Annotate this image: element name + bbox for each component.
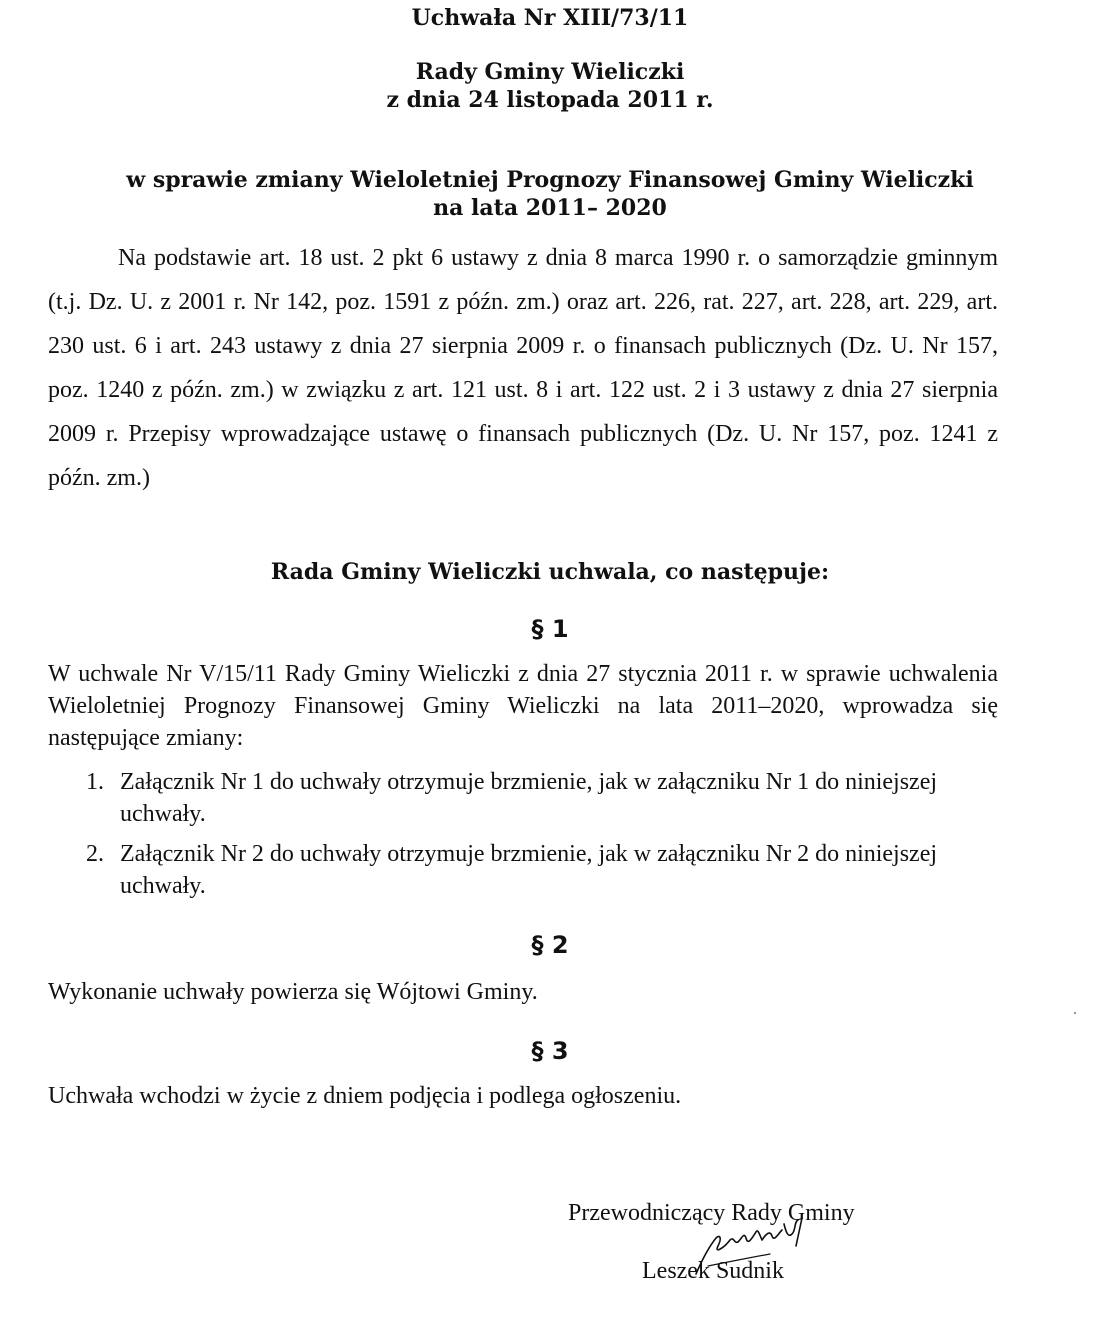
subject-line-1: w sprawie zmiany Wieloletniej Prognozy Finansowej Gminy Wieliczki	[126, 167, 974, 193]
chairman-name: Leszek Sudnik	[642, 1258, 784, 1284]
list-item	[48, 838, 998, 902]
subject-line-2: na lata 2011– 2020	[433, 195, 667, 221]
legal-basis-paragraph: Na podstawie art. 18 ust. 2 pkt 6 ustawy z dnia 8 marca 1990 r. o samorządzie gminnym (t.j. Dz. U. z 2001 r. Nr 142, poz. 1591 z późn. zm.) oraz art. 226, rat. 227, art. 228, art. 229, art. 230 ust. 6 i art. 243 ustawy z dnia 27 sierpnia 2009 r. o finansach publicznych (Dz. U. Nr 157, poz. 1240 z późn. zm.) w związku z art. 121 ust. 8 i art. 122 ust. 2 i 3 ustawy z dnia 27 sierpnia 2009 r. Przepisy wprowadzające ustawę o finansach publicznych (Dz. U. Nr 157, poz. 1241 z późn. zm.)	[48, 245, 998, 491]
scan-speck	[1074, 1012, 1076, 1014]
resolution-number: Uchwała Nr XIII/73/11	[411, 5, 689, 31]
section-3-text: Uchwała wchodzi w życie z dniem podjęcia i podlega ogłoszeniu.	[48, 1083, 682, 1109]
list-item-number: 2.	[86, 841, 104, 867]
section-2-text: Wykonanie uchwały powierza się Wójtowi Gminy.	[48, 979, 538, 1005]
amendments-list	[48, 766, 998, 910]
handwritten-signature-icon	[688, 1208, 818, 1278]
list-item-text: Załącznik Nr 1 do uchwały otrzymuje brzmienie, jak w załączniku Nr 1 do niniejszej uchwały.	[120, 769, 938, 827]
section-3-heading: § 3	[531, 1037, 569, 1065]
resolution-date: z dnia 24 listopada 2011 r.	[386, 87, 714, 113]
chairman-title: Przewodniczący Rady Gminy	[568, 1200, 855, 1226]
council-name: Rady Gminy Wieliczki	[415, 59, 685, 85]
list-item-number: 1.	[86, 769, 104, 795]
list-item	[48, 766, 998, 830]
list-item-text: Załącznik Nr 2 do uchwały otrzymuje brzmienie, jak w załączniku Nr 2 do niniejszej uchwały.	[120, 841, 938, 899]
resolves-heading: Rada Gminy Wieliczki uchwala, co następuje:	[270, 559, 830, 585]
section-1-text: W uchwale Nr V/15/11 Rady Gminy Wieliczki z dnia 27 stycznia 2011 r. w sprawie uchwalenia Wieloletniej Prognozy Finansowej Gminy Wieliczki na lata 2011–2020, wprowadza się następujące zmiany:	[48, 661, 998, 751]
section-2-heading: § 2	[531, 931, 569, 959]
section-1-heading: § 1	[531, 615, 569, 643]
